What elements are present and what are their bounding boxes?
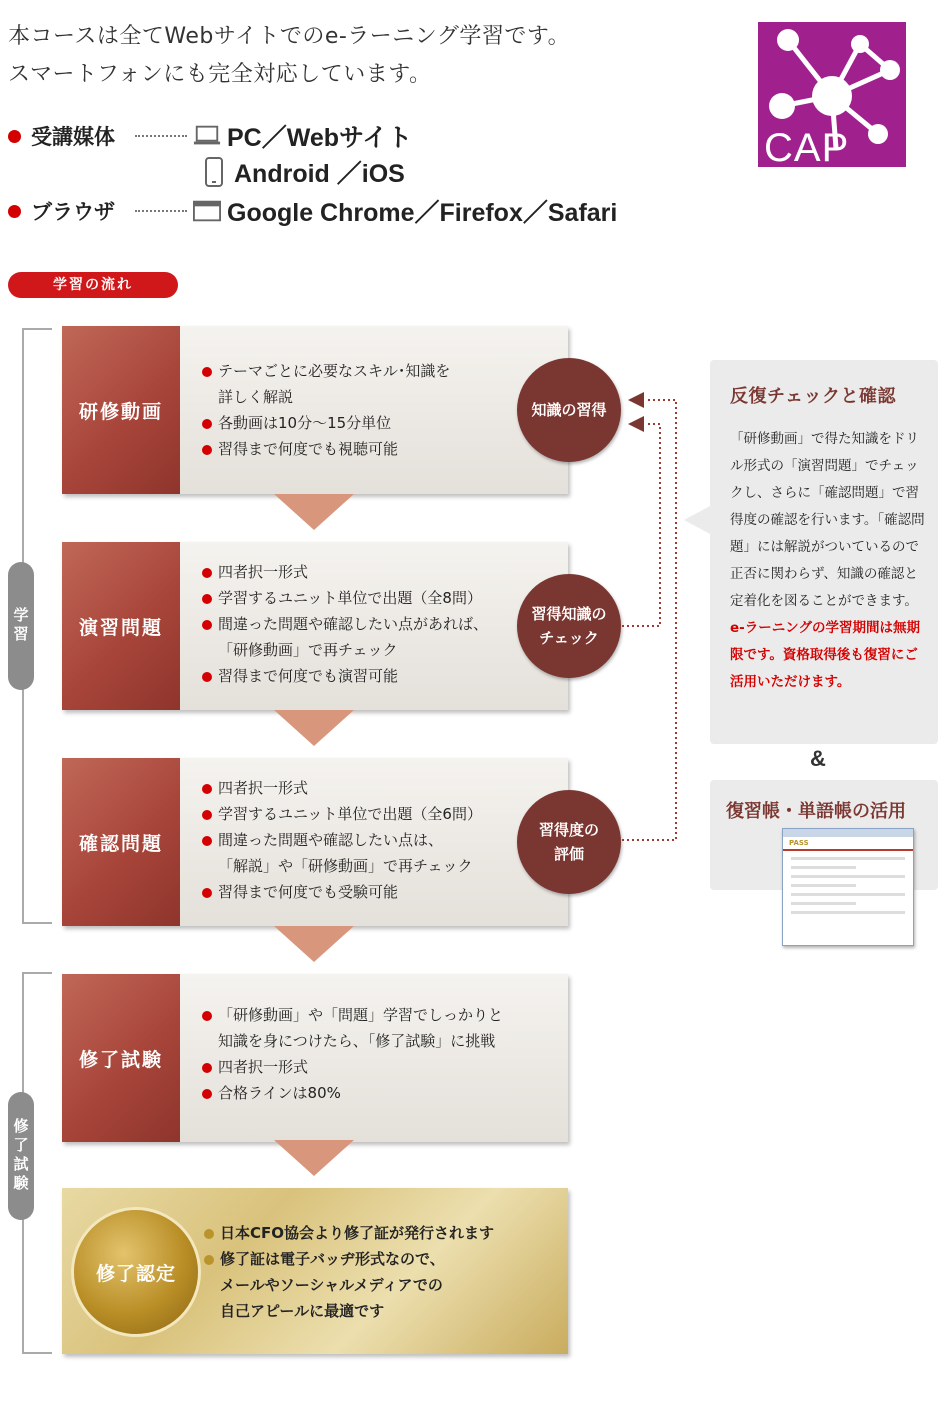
certification-badge: 修了認定 (74, 1210, 198, 1334)
notebook-screenshot (782, 828, 914, 946)
list-item: 四者択一形式 (202, 775, 482, 801)
step-title: 演習問題 (62, 542, 180, 710)
review-title: 反復チェックと確認 (730, 386, 896, 407)
list-item: 日本CFO協会より修了証が発行されます (204, 1220, 494, 1246)
study-side-tab: 学習 (8, 562, 34, 690)
circle-label-line-2: 評価 (553, 845, 584, 863)
list-item: 「研修動画」で再チェック (218, 641, 398, 659)
circle-label-line-1: 習得知識の (531, 605, 607, 623)
circle-label-line-2: チェック (539, 629, 599, 647)
list-item: 「研修動画」や「問題」学習でしっかりと (202, 1002, 503, 1028)
list-item: 間違った問題や確認したい点は、 (202, 827, 482, 853)
step-title: 研修動画 (62, 326, 180, 494)
browser-label: ブラウザ (31, 200, 115, 224)
list-item: メールやソーシャルメディアでの (220, 1276, 443, 1294)
mobile-value: Android ／iOS (234, 160, 405, 188)
cap-logo-text: CAP (764, 126, 850, 167)
list-item: 自己アピールに最適です (220, 1302, 385, 1320)
list-item: テーマごとに必要なスキル･知識を (202, 358, 450, 384)
review-text-normal: 「研修動画」で得た知識をドリル形式の「演習問題」でチェックし、さらに「確認問題」で習得度の確認を行います。「確認問題」には解説がついているので正否に関わらず、知識の確認と定着化を図ることができます。 (730, 431, 925, 609)
screenshot-logo: PASS (789, 839, 809, 847)
review-box (710, 360, 938, 744)
intro-line-2: スマートフォンにも完全対応しています。 (8, 62, 432, 87)
list-item: 詳しく解説 (218, 388, 294, 406)
list-item: 間違った問題や確認したい点があれば、 (202, 611, 488, 637)
notebook-title: 復習帳・単語帳の活用 (726, 801, 906, 822)
list-item: 四者択一形式 (202, 559, 488, 585)
list-item: 合格ラインは80% (202, 1080, 503, 1106)
circle-label: 知識の習得 (531, 401, 607, 419)
list-item: 知識を身につけたら、「修了試験」に挑戦 (218, 1032, 496, 1050)
review-text (730, 426, 926, 696)
review-text-highlight: e-ラーニングの学習期間は無期限です。資格取得後も復習にご活用いただけます。 (730, 620, 920, 690)
list-item: 各動画は10分～15分単位 (202, 410, 450, 436)
review-box-pointer (684, 506, 710, 534)
pc-value: PC／Webサイト (227, 124, 413, 152)
step-title: 修了試験 (62, 974, 180, 1142)
list-item: 「解説」や「研修動画」で再チェック (218, 857, 473, 875)
list-item: 習得まで何度でも受験可能 (202, 879, 482, 905)
flow-label: 学習の流れ (8, 272, 178, 298)
browser-value: Google Chrome／Firefox／Safari (227, 199, 618, 227)
list-item: 四者択一形式 (202, 1054, 503, 1080)
exam-side-tab: 修了試験 (8, 1092, 34, 1220)
ampersand: & (810, 746, 826, 771)
list-item: 修了証は電子バッヂ形式なので、 (204, 1246, 494, 1272)
list-item: 習得まで何度でも演習可能 (202, 663, 488, 689)
list-item: 学習するユニット単位で出題（全8問） (202, 585, 488, 611)
list-item: 習得まで何度でも視聴可能 (202, 436, 450, 462)
intro-line-1: 本コースは全てWebサイトでのe-ラーニング学習です。 (8, 24, 571, 49)
list-item: 学習するユニット単位で出題（全6問） (202, 801, 482, 827)
step-title: 確認問題 (62, 758, 180, 926)
study-media-label: 受講媒体 (31, 125, 115, 149)
circle-label-line-1: 習得度の (538, 821, 599, 839)
